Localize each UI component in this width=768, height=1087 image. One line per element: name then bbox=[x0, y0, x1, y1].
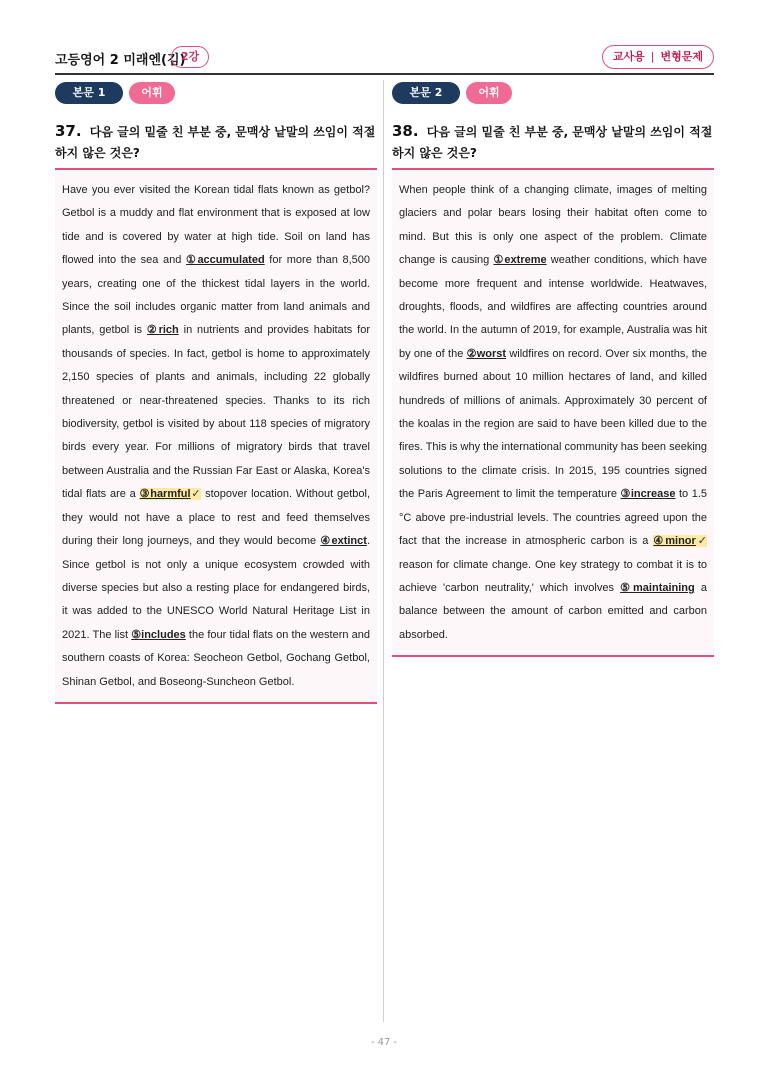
answer-highlight bbox=[140, 488, 202, 500]
passage-text: to 1.5 °C above pre-industrial levels. The countries agreed upon the fact that the increase in atmospheric carbon is a bbox=[399, 488, 707, 548]
answer-highlight bbox=[653, 535, 707, 547]
question-number: 38. bbox=[392, 122, 419, 140]
underlined-choice-4: ④extinct bbox=[320, 535, 367, 548]
question-37 bbox=[55, 121, 377, 164]
tab-vocabulary-2[interactable]: 어휘 bbox=[466, 82, 512, 104]
column-divider bbox=[383, 80, 384, 1022]
problem-type-label: 변형문제 bbox=[660, 50, 703, 63]
badge-separator: | bbox=[650, 50, 655, 63]
underlined-choice-4: ④minor bbox=[653, 535, 696, 548]
passage-2 bbox=[392, 170, 714, 655]
teacher-version-badge bbox=[602, 45, 714, 69]
underlined-choice-3: ③increase bbox=[620, 488, 676, 501]
passage-text: . Since getbol is not only a unique ecosystem crowded with diverse species but also a resting place for endangered birds, it was added to the UNESCO World Natural Heritage List in 2021. The list bbox=[62, 535, 370, 641]
question-text: 다음 글의 밑줄 친 부분 중, 문맥상 낱말의 쓰임이 적절하지 않은 것은? bbox=[392, 125, 713, 160]
tab-passage-2[interactable]: 본문 2 bbox=[392, 82, 460, 104]
tab-vocabulary-1[interactable]: 어휘 bbox=[129, 82, 175, 104]
header-rule bbox=[55, 73, 714, 75]
underlined-choice-2: ②worst bbox=[466, 347, 507, 360]
passage-text: stopover location. Without getbol, they would not have a place to rest and feed themselves during their long journeys, and they would become bbox=[62, 488, 371, 548]
page-header bbox=[55, 44, 714, 74]
question-38 bbox=[392, 121, 714, 164]
right-tabs bbox=[392, 82, 714, 106]
underlined-choice-1: ①extreme bbox=[493, 254, 547, 267]
underlined-choice-3: ③harmful bbox=[139, 488, 191, 501]
passage-text: a balance between the amount of carbon emitted and carbon absorbed. bbox=[399, 581, 707, 641]
book-title: 고등영어 2 미래엔(김) bbox=[55, 53, 186, 68]
passage-bottom-rule bbox=[392, 655, 714, 657]
passage-text: reason for climate change. One key strategy to combat it is to achieve 'carbon neutrality,' which involves bbox=[399, 558, 707, 594]
right-column bbox=[392, 82, 714, 657]
passage-1 bbox=[55, 170, 377, 702]
passage-text: for more than 8,500 years, creating one of the thickest tidal layers in the world. Since the soil includes organic matter from land animals and plants, getbol is bbox=[62, 254, 370, 337]
underlined-choice-5: ⑤maintaining bbox=[620, 581, 695, 594]
passage-text: Have you ever visited the Korean tidal flats known as getbol? Getbol is a muddy and flat environment that is exposed at low tide and is covered by water at high tide. Soil on land has flowed into the sea and bbox=[62, 184, 370, 267]
passage-bottom-rule bbox=[55, 702, 377, 704]
tab-passage-1[interactable]: 본문 1 bbox=[55, 82, 123, 104]
passage-text: wildfires on record. Over six months, the wildfires burned about 10 million hectares of land, and killed hundreds of millions of animals. Approximately 30 percent of the koalas in the region are said to have been killed due to the fires. This is why the international community has been seeking solutions to the climate crisis. In 2015, 195 countries signed the Paris Agreement to limit the temperature bbox=[399, 347, 707, 501]
underlined-choice-2: ②rich bbox=[146, 324, 179, 337]
question-text: 다음 글의 밑줄 친 부분 중, 문맥상 낱말의 쓰임이 적절하지 않은 것은? bbox=[55, 125, 376, 160]
left-tabs bbox=[55, 82, 377, 106]
left-column bbox=[55, 82, 377, 704]
passage-text: weather conditions, which have become more frequent and intense worldwide. Heatwaves, droughts, floods, and wildfires are affecting countries around the world. In the autumn of 2019, for example, Australia was hit by one of the bbox=[399, 254, 707, 360]
underlined-choice-5: ⑤includes bbox=[131, 628, 186, 641]
answer-check-icon: ✓ bbox=[190, 488, 202, 501]
question-number: 37. bbox=[55, 122, 82, 140]
page-number: - 47 - bbox=[370, 1037, 398, 1048]
audience-label: 교사용 bbox=[612, 50, 645, 63]
passage-text: in nutrients and provides habitats for thousands of species. In fact, getbol is home to approximately 2,150 species of plants and animals, including 22 globally threatened or near-threatened species. Thanks to its rich biodiversity, getbol is visited by about 118 species of migratory birds every year. For millions of migratory birds that travel between Australia and the Russian Far East or Alaska, Korea's tidal flats are a bbox=[62, 324, 370, 501]
underlined-choice-1: ①accumulated bbox=[186, 254, 265, 267]
lesson-badge: 2강 bbox=[171, 46, 209, 68]
passage-text: the four tidal flats on the western and southern coasts of Korea: Seocheon Getbol, Gochang Getbol, Shinan Getbol, and Boseong-Suncheon Getbol. bbox=[62, 628, 370, 688]
passage-text: When people think of a changing climate, images of melting glaciers and polar bears losing their habitat often come to mind. But this is only one aspect of the problem. Climate change is causing bbox=[399, 184, 707, 267]
answer-check-icon: ✓ bbox=[695, 535, 708, 548]
